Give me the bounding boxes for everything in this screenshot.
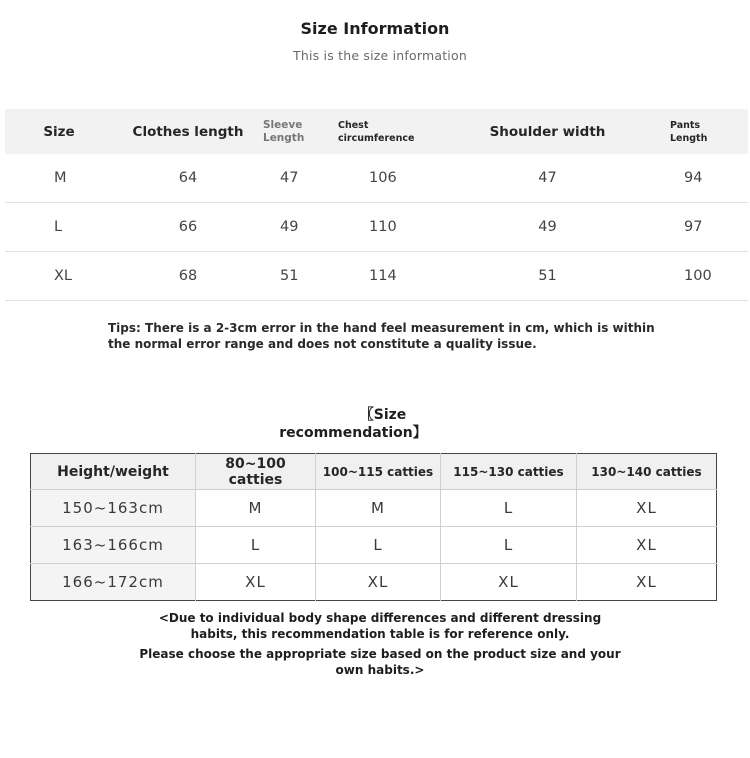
cell-clothes-length: 68 [113,252,263,301]
cell-shoulder-width: 47 [465,154,630,203]
header-pants-length: Pants Length [630,109,748,154]
cell-chest: 114 [338,252,465,301]
note-line: own habits.> [335,663,425,677]
cell-pants-length: 94 [630,154,748,203]
header-weight-range: 100~115 catties [316,454,441,490]
cell-size: L [5,203,113,252]
size-table-header-row [5,109,748,154]
size-recommendation-table [30,453,717,601]
table-row [5,154,748,203]
cell-height: 163~166cm [31,527,196,564]
table-row [31,564,717,601]
header-weight-range: 130~140 catties [577,454,717,490]
cell-recommended-size: L [441,527,577,564]
cell-recommended-size: M [316,490,441,527]
cell-recommended-size: M [196,490,316,527]
table-row [31,527,717,564]
cell-shoulder-width: 51 [465,252,630,301]
table-row [5,252,748,301]
header-sleeve-length: Sleeve Length [263,109,338,154]
note-line: <Due to individual body shape differences and different dressing [158,611,602,625]
header-clothes-length: Clothes length [113,109,263,154]
cell-recommended-size: L [441,490,577,527]
cell-pants-length: 100 [630,252,748,301]
cell-pants-length: 97 [630,203,748,252]
cell-sleeve-length: 51 [263,252,338,301]
table-row [5,203,748,252]
table-row [31,490,717,527]
size-table [5,109,748,301]
page-subtitle: This is the size information [293,48,467,63]
cell-size: M [5,154,113,203]
cell-recommended-size: XL [577,490,717,527]
note-line: Please choose the appropriate size based on the product size and your [139,647,621,661]
recommendation-note [120,610,640,678]
cell-recommended-size: XL [441,564,577,601]
cell-height: 150~163cm [31,490,196,527]
header-weight-range: 80~100 catties [196,454,316,490]
cell-recommended-size: L [196,527,316,564]
cell-sleeve-length: 49 [263,203,338,252]
page-title: Size Information [300,19,450,38]
cell-sleeve-length: 47 [263,154,338,203]
cell-recommended-size: XL [577,564,717,601]
cell-recommended-size: XL [316,564,441,601]
measurement-tips: Tips: There is a 2-3cm error in the hand feel measurement in cm, which is within the normal error range and does not constitute a quality issue. [108,321,655,351]
cell-size: XL [5,252,113,301]
cell-chest: 106 [338,154,465,203]
header-size: Size [5,109,113,154]
cell-recommended-size: XL [196,564,316,601]
header-height-weight: Height/weight [31,454,196,490]
cell-recommended-size: XL [577,527,717,564]
cell-clothes-length: 66 [113,203,263,252]
cell-height: 166~172cm [31,564,196,601]
note-line: habits, this recommendation table is for reference only. [190,627,570,641]
cell-recommended-size: L [316,527,441,564]
cell-clothes-length: 64 [113,154,263,203]
header-chest-circumference: Chest circumference [338,109,465,154]
cell-shoulder-width: 49 [465,203,630,252]
recommendation-header-row [31,454,717,490]
cell-chest: 110 [338,203,465,252]
header-weight-range: 115~130 catties [441,454,577,490]
recommendation-title: 〖Size recommendation】 [279,407,427,441]
header-shoulder-width: Shoulder width [465,109,630,154]
